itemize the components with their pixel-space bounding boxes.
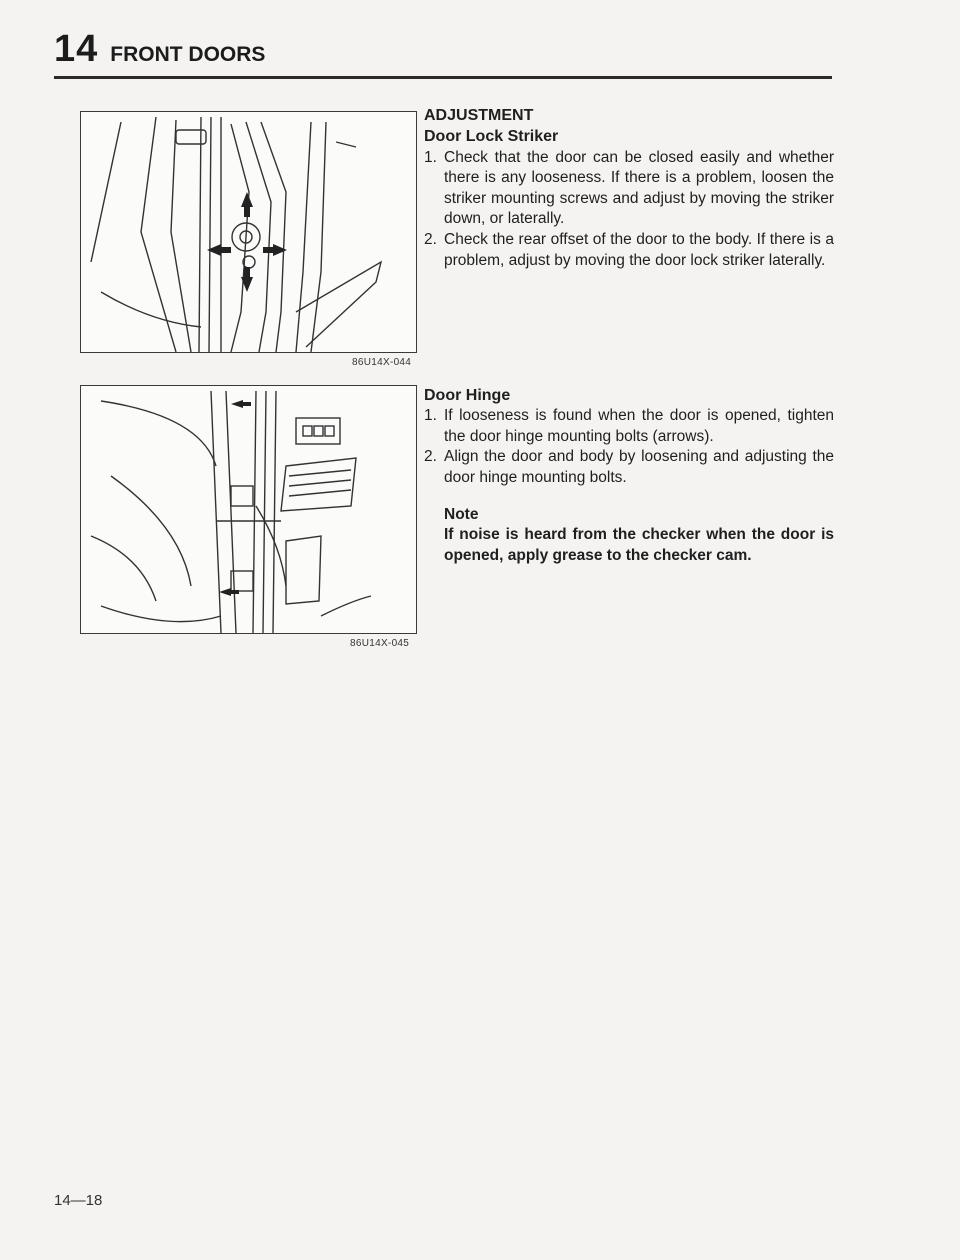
- figure-caption: 86U14X-045: [350, 638, 410, 649]
- chapter-title: FRONT DOORS: [110, 43, 266, 66]
- page-number: 14—18: [54, 1192, 103, 1209]
- striker-steps: [424, 148, 834, 272]
- door-hinge-illustration: [81, 386, 416, 633]
- hinge-title: Door Hinge: [424, 387, 511, 404]
- striker-section: [424, 105, 834, 271]
- list-item: 2. Check the rear offset of the door to the body. If there is a problem, adjust by moving the door lock striker laterally.: [424, 230, 834, 269]
- list-item: 1. If looseness is found when the door is opened, tighten the door hinge mounting bolts (arrows).: [424, 407, 834, 445]
- list-item: 2. Align the door and body by loosening and adjusting the door hinge mounting bolts.: [424, 448, 834, 487]
- page-header: [54, 28, 265, 71]
- striker-title: Door Lock Striker: [424, 128, 559, 146]
- note-text: If noise is heard from the checker when the door is opened, apply grease to the checker cam.: [444, 526, 834, 564]
- hinge-steps: [424, 406, 834, 488]
- arrow-icons: [207, 192, 287, 292]
- header-rule: [54, 76, 832, 79]
- chapter-number: 14: [54, 28, 99, 70]
- door-lock-striker-illustration: [81, 112, 416, 352]
- figure-door-hinge: [80, 385, 417, 634]
- hinge-section: [424, 385, 834, 567]
- arrow-icons: [219, 400, 251, 596]
- list-item: 1. Check that the door can be closed easily and whether there is any looseness. If there is a problem, loosen the striker mounting screws and adjust by moving the striker down, or laterally.: [424, 148, 834, 228]
- figure-door-lock-striker: [80, 111, 417, 353]
- note-title: Note: [444, 505, 479, 523]
- adjustment-title: ADJUSTMENT: [424, 107, 534, 124]
- figure-caption: 86U14X-044: [352, 357, 412, 368]
